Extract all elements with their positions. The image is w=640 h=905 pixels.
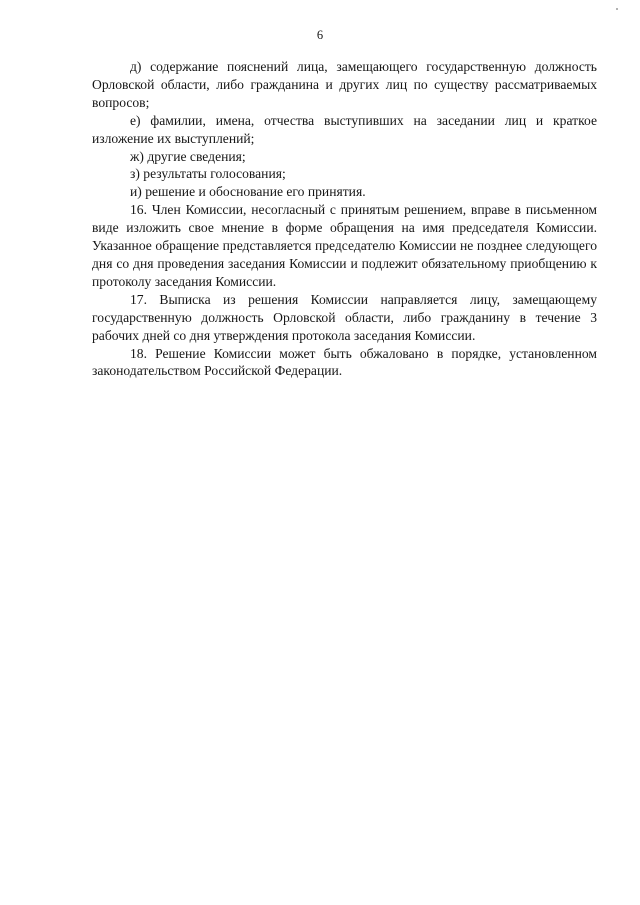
item-e-speakers: е) фамилии, имена, отчества выступивших на заседании лиц и краткое изложение их выступлений; (92, 112, 597, 146)
clause-17-extract: 17. Выписка из решения Комиссии направляется лицу, замещающему государственную должность Орловской области, либо гражданину в течение 3 рабочих дней со дня утверждения протокола заседания Комиссии. (92, 291, 597, 343)
item-i-decision: и) решение и обоснование его принятия. (130, 184, 366, 200)
item-z-voting-results: з) результаты голосования; (130, 166, 286, 182)
document-body (92, 58, 597, 380)
scan-speck (616, 8, 618, 10)
item-d-explanations: д) содержание пояснений лица, замещающего государственную должность Орловской области, либо гражданина и других лиц по существу рассматриваемых вопросов; (92, 59, 597, 110)
clause-16-dissent: 16. Член Комиссии, несогласный с принятым решением, вправе в письменном виде изложить свое мнение в форме обращения на имя председателя Комиссии. Указанное обращение представляется председателю Комиссии не позднее следующего дня со дня проведения заседания Комиссии и подлежит обязательному приобщению к протоколу заседания Комиссии. (92, 202, 597, 289)
page-number: 6 (316, 28, 324, 42)
item-zh-other-info: ж) другие сведения; (130, 148, 246, 164)
clause-18-appeal: 18. Решение Комиссии может быть обжаловано в порядке, установленном законодательством Российской Федерации. (92, 345, 597, 379)
